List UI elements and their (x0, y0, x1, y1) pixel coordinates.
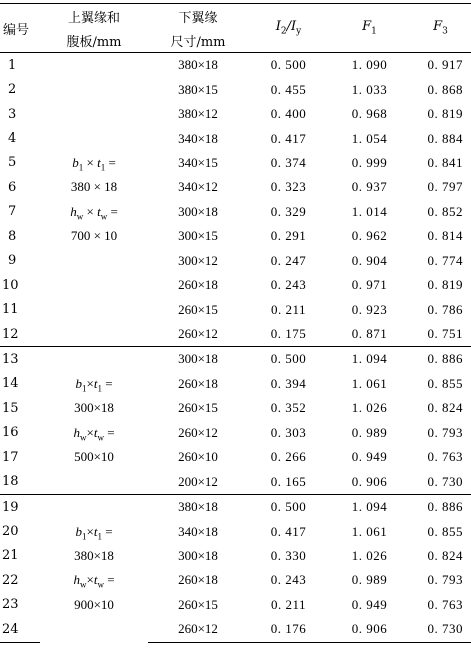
lower-flange-size: 380×18 (148, 53, 248, 78)
f3-value: 0. 855 (427, 523, 463, 539)
inertia-ratio-value: 0. 211 (270, 301, 307, 317)
lower-flange-size: 380×12 (178, 106, 218, 122)
lower-flange-size: 260×10 (178, 449, 218, 465)
lower-flange-size: 340×15 (178, 154, 218, 170)
row-number: 11 (2, 302, 19, 318)
lower-flange-size: 300×18 (178, 547, 218, 563)
lower-flange-size: 380×15 (178, 81, 218, 97)
lower-flange-size: 260×15 (178, 400, 218, 416)
inertia-ratio-value: 0. 352 (270, 400, 307, 416)
table-body (0, 53, 471, 643)
inertia-ratio-value: 0. 291 (270, 228, 307, 244)
inertia-ratio-value: 0. 500 (248, 53, 329, 78)
f1-value: 0. 989 (351, 572, 388, 588)
f1-value: 0. 999 (351, 154, 388, 170)
f3-value: 0. 786 (427, 301, 463, 317)
f1-value: 1. 014 (351, 203, 388, 219)
f1-value: 0. 989 (351, 424, 388, 440)
upper-formula-line: $h_w\times t_w$ = (73, 572, 115, 591)
f1-value: 1. 094 (329, 494, 410, 519)
f3-value: 0. 793 (427, 572, 463, 588)
f3-value: 0. 819 (427, 106, 463, 122)
inertia-ratio-value: 0. 329 (270, 203, 307, 219)
inertia-ratio-value: 0. 211 (270, 596, 307, 612)
upper-formula-line: 300×18 (74, 400, 114, 416)
header-lower-flange-line2: 尺寸/mm (148, 28, 248, 53)
lower-flange-size: 340×18 (178, 523, 218, 539)
f3-value: 0. 886 (410, 494, 471, 519)
f1-value: 1. 026 (351, 400, 388, 416)
inertia-ratio-value: 0. 247 (270, 252, 307, 268)
inertia-ratio-value: 0. 500 (248, 347, 329, 372)
f3-value: 0. 751 (427, 326, 463, 342)
row-number: 16 (2, 425, 19, 441)
row-number: 8 (8, 228, 17, 244)
f3-value: 0. 841 (427, 154, 463, 170)
lower-flange-size: 300×18 (178, 203, 218, 219)
inertia-ratio-value: 0. 165 (270, 473, 307, 489)
f1-value: 0. 904 (351, 252, 388, 268)
upper-formula-line: 380 × 18 (70, 179, 118, 195)
f1-value: 1. 061 (351, 375, 388, 391)
header-lower-flange-line1: 下翼缘 (148, 4, 248, 29)
row-number: 2 (8, 82, 17, 98)
upper-flange-web-dims (40, 494, 148, 642)
f3-value: 0. 797 (427, 179, 463, 195)
f1-value: 1. 033 (351, 81, 388, 97)
row-number: 4 (8, 131, 17, 147)
f1-value: 0. 949 (351, 596, 388, 612)
row-number: 5 (8, 155, 17, 171)
f3-value: 0. 824 (427, 547, 463, 563)
row-number: 19 (0, 494, 40, 519)
f3-value: 0. 824 (427, 400, 463, 416)
f1-value: 0. 923 (351, 301, 388, 317)
row-number: 18 (2, 474, 19, 490)
f1-value: 0. 906 (351, 473, 388, 489)
data-table (0, 3, 471, 643)
f1-value: 0. 962 (351, 228, 388, 244)
table-row (0, 53, 471, 78)
lower-flange-size: 260×15 (178, 301, 218, 317)
header-f3: $F_3$ (410, 4, 471, 53)
lower-flange-size: 300×15 (178, 228, 218, 244)
row-number: 3 (8, 106, 17, 122)
row-number: 17 (2, 449, 19, 465)
f3-value: 0. 763 (427, 449, 463, 465)
row-number: 9 (8, 253, 17, 269)
row-number: 20 (2, 524, 19, 540)
upper-formula-line: 500×10 (74, 449, 114, 464)
row-number: 21 (2, 548, 19, 564)
f1-value: 0. 971 (351, 277, 388, 293)
upper-flange-web-dims (40, 347, 148, 495)
row-number: 15 (2, 400, 19, 416)
inertia-ratio-value: 0. 243 (270, 572, 307, 588)
f3-value: 0. 886 (410, 347, 471, 372)
f3-value: 0. 730 (427, 473, 463, 489)
inertia-ratio-value: 0. 330 (270, 547, 307, 563)
lower-flange-size: 260×15 (178, 596, 218, 612)
f1-value: 0. 937 (351, 179, 388, 195)
upper-formula-line: $b_1\times t_1$ = (75, 523, 113, 542)
lower-flange-size: 340×18 (178, 130, 218, 146)
row-number: 10 (2, 277, 19, 293)
inertia-ratio-value: 0. 455 (270, 81, 307, 97)
f3-value: 0. 855 (427, 375, 463, 391)
f1-value: 1. 026 (351, 547, 388, 563)
inertia-ratio-value: 0. 417 (270, 523, 307, 539)
row-number: 6 (8, 179, 17, 195)
row-number: 23 (2, 597, 19, 613)
inertia-ratio-value: 0. 323 (270, 179, 307, 195)
header-f1: $F_1$ (329, 4, 410, 53)
f3-value: 0. 852 (427, 203, 463, 219)
upper-formula-line: $b_1\times t_1$ = (75, 375, 113, 394)
inertia-ratio-value: 0. 243 (270, 277, 307, 293)
lower-flange-size: 300×12 (178, 252, 218, 268)
f1-value: 0. 906 (329, 617, 410, 642)
lower-flange-size: 260×12 (178, 326, 218, 342)
row-number: 7 (8, 204, 17, 220)
inertia-ratio-value: 0. 303 (270, 424, 307, 440)
lower-flange-size: 260×18 (178, 277, 218, 293)
lower-flange-size: 260×18 (178, 375, 218, 391)
table-header (0, 4, 471, 53)
lower-flange-size: 340×12 (178, 179, 218, 195)
inertia-ratio-value: 0. 400 (270, 106, 307, 122)
f3-value: 0. 868 (427, 81, 463, 97)
inertia-ratio-value: 0. 394 (270, 375, 307, 391)
f3-value: 0. 884 (427, 130, 463, 146)
inertia-ratio-value: 0. 175 (270, 326, 307, 342)
header-upper-flange-line1: 上翼缘和 (40, 4, 148, 29)
f1-value: 1. 054 (351, 130, 388, 146)
upper-formula-line: $h_w\times t_w$ = (73, 424, 115, 443)
lower-flange-size: 260×12 (148, 617, 248, 642)
upper-formula-line: $h_w \times t_w$ = (70, 203, 118, 222)
header-number: 编号 (0, 4, 40, 53)
inertia-ratio-value: 0. 374 (270, 154, 307, 170)
row-number: 22 (2, 572, 19, 588)
upper-flange-web-dims (40, 53, 148, 347)
f1-value: 0. 949 (351, 449, 388, 465)
lower-flange-size: 380×18 (148, 494, 248, 519)
f3-value: 0. 793 (427, 424, 463, 440)
row-number: 14 (2, 376, 19, 392)
f3-value: 0. 763 (427, 596, 463, 612)
table-row (0, 347, 471, 372)
f3-value: 0. 730 (410, 617, 471, 642)
f3-value: 0. 774 (427, 252, 463, 268)
row-number: 24 (0, 617, 40, 642)
f3-value: 0. 917 (410, 53, 471, 78)
f3-value: 0. 814 (427, 228, 463, 244)
f1-value: 0. 871 (351, 326, 388, 342)
upper-formula-line: $b_1 \times t_1$ = (72, 154, 116, 173)
lower-flange-size: 300×18 (148, 347, 248, 372)
f1-value: 1. 061 (351, 523, 388, 539)
inertia-ratio-value: 0. 266 (270, 449, 307, 465)
row-number: 1 (0, 53, 40, 78)
inertia-ratio-value: 0. 417 (270, 130, 307, 146)
table-row (0, 494, 471, 519)
header-inertia-ratio: $I_2/I_y$ (248, 4, 329, 53)
upper-formula-line: 900×10 (74, 596, 114, 612)
f1-value: 1. 090 (329, 53, 410, 78)
inertia-ratio-value: 0. 176 (248, 617, 329, 642)
f1-value: 0. 968 (351, 106, 388, 122)
lower-flange-size: 260×18 (178, 572, 218, 588)
inertia-ratio-value: 0. 500 (248, 494, 329, 519)
f1-value: 1. 094 (329, 347, 410, 372)
upper-formula-line: 380×18 (74, 548, 114, 563)
lower-flange-size: 260×12 (178, 424, 218, 440)
header-upper-flange-line2: 腹板/mm (40, 28, 148, 53)
upper-formula-line: 700 × 10 (70, 228, 118, 244)
row-number: 12 (2, 326, 19, 342)
f3-value: 0. 819 (427, 277, 463, 293)
row-number: 13 (0, 347, 40, 372)
lower-flange-size: 200×12 (178, 473, 218, 489)
